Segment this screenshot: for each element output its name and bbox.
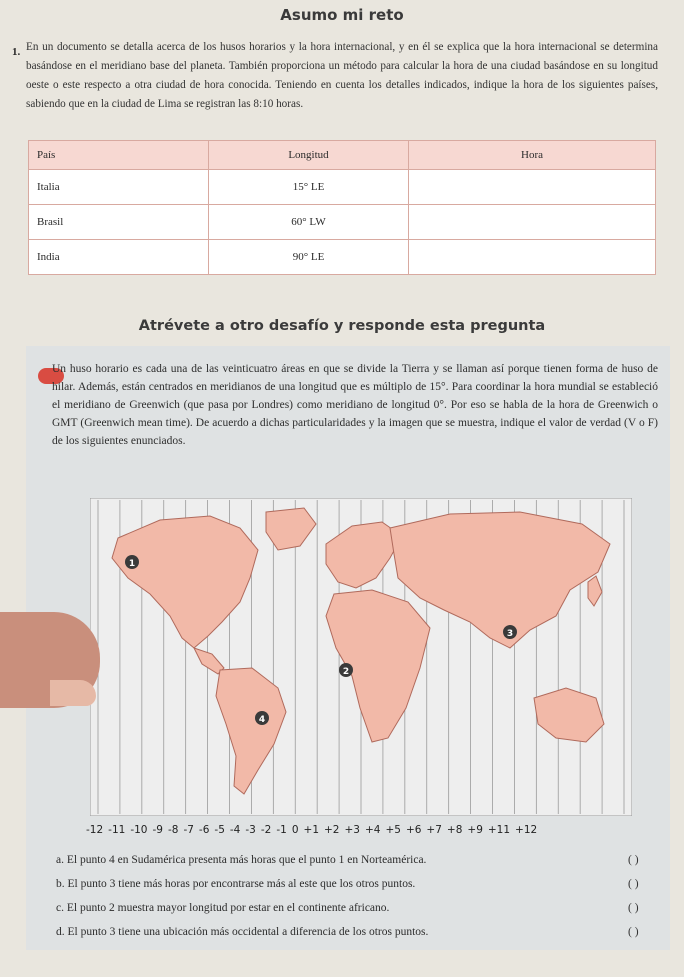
timezone-label: +3 bbox=[344, 824, 360, 836]
statement-label: c. bbox=[56, 902, 64, 914]
table-header-row bbox=[29, 141, 656, 170]
table-cell-longitude: 90° LE bbox=[209, 240, 409, 275]
world-map-svg bbox=[90, 498, 632, 816]
timezone-label: +4 bbox=[364, 824, 381, 836]
table-cell-country: India bbox=[29, 240, 209, 275]
timezone-label: -9 bbox=[152, 824, 163, 836]
table-cell-country: Brasil bbox=[29, 205, 209, 240]
marker-2 bbox=[339, 663, 353, 677]
statement-text: El punto 3 tiene más horas por encontrarse más al este que los otros puntos. bbox=[67, 878, 416, 890]
statement-d bbox=[56, 926, 616, 938]
challenge-title: Atrévete a otro desafío y responde esta pregunta bbox=[138, 318, 546, 334]
statement-label: b. bbox=[56, 878, 65, 890]
table-cell-country: Italia bbox=[29, 170, 209, 205]
answer-box-b[interactable]: ( ) bbox=[628, 878, 639, 890]
exercise-text: En un documento se detalla acerca de los husos horarios y la hora internacional, y en él se explica que la hora internacional se determina basándose en el meridiano base del planeta. También proporciona un método para calcular la hora de una ciudad basándose en su longitud oeste o este respecto a otra ciudad de hora conocida. Teniendo en cuenta los detalles indicados, indique la hora de los siguientes países, sabiendo que en la ciudad de Lima se registran las 8:10 horas. bbox=[26, 41, 658, 110]
timezone-axis-labels bbox=[86, 824, 646, 836]
timezone-label: 0 bbox=[291, 824, 299, 836]
challenge-panel bbox=[26, 346, 670, 950]
statement-text: El punto 4 en Sudamérica presenta más horas que el punto 1 en Norteamérica. bbox=[66, 854, 427, 866]
answer-box-c[interactable]: ( ) bbox=[628, 902, 639, 914]
table-row bbox=[29, 170, 656, 205]
timezone-label: -2 bbox=[260, 824, 272, 836]
timezone-map bbox=[90, 498, 632, 816]
statement-text: El punto 3 tiene una ubicación más occidental a diferencia de los otros puntos. bbox=[67, 926, 429, 938]
table-row bbox=[29, 205, 656, 240]
statement-label: a. bbox=[56, 854, 64, 866]
timezone-label: -1 bbox=[276, 824, 287, 836]
fingernail-image bbox=[50, 680, 96, 706]
timezone-label: +6 bbox=[405, 824, 422, 836]
svg-text:4: 4 bbox=[258, 715, 266, 725]
timezone-label: -8 bbox=[167, 824, 179, 836]
statement-b bbox=[56, 878, 616, 890]
table-header-time: Hora bbox=[409, 141, 656, 170]
marker-1 bbox=[125, 555, 139, 569]
table-cell-longitude: 60° LW bbox=[209, 205, 409, 240]
table-cell-time[interactable] bbox=[409, 205, 656, 240]
statement-c bbox=[56, 902, 616, 914]
timezone-label: -5 bbox=[214, 824, 225, 836]
table-header-longitude: Longitud bbox=[209, 141, 409, 170]
timezone-label: +5 bbox=[385, 824, 401, 836]
timezone-label: +7 bbox=[426, 824, 442, 836]
table-header-country: País bbox=[29, 141, 209, 170]
challenge-text: Un huso horario es cada una de las veinticuatro áreas en que se divide la Tierra y se llaman así porque tienen forma de huso de hilar. Además, están centrados en meridianos de una longitud que es múltiplo de 15°. Para coordinar la hora mundial se estableció el meridiano de Greenwich (que pasa por Londres) como meridiano de longitud 0°. Por eso se habla de la hora de Greenwich o GMT (Greenwich mean time). De acuerdo a dichas particularidades y la imagen que se muestra, indique el valor de verdad (V o F) de los siguientes enunciados. bbox=[52, 363, 658, 447]
answer-box-a[interactable]: ( ) bbox=[628, 854, 639, 866]
timezone-label: +1 bbox=[303, 824, 319, 836]
timezone-label: -11 bbox=[108, 824, 126, 836]
statement-text: El punto 2 muestra mayor longitud por estar en el continente africano. bbox=[66, 902, 390, 914]
timezone-label: -10 bbox=[130, 824, 148, 836]
timezone-label: +8 bbox=[446, 824, 463, 836]
timezone-label: -3 bbox=[245, 824, 256, 836]
timezone-label: +12 bbox=[515, 824, 538, 836]
page-title: Asumo mi reto bbox=[280, 6, 404, 24]
statement-a bbox=[56, 854, 616, 866]
answer-box-d[interactable]: ( ) bbox=[628, 926, 639, 938]
marker-4 bbox=[255, 711, 269, 725]
timezone-label: -6 bbox=[198, 824, 210, 836]
timezone-label: +11 bbox=[487, 824, 511, 836]
timezone-label: -7 bbox=[183, 824, 194, 836]
svg-text:2: 2 bbox=[342, 667, 350, 677]
timezone-label: -4 bbox=[229, 824, 241, 836]
timezone-label: +9 bbox=[467, 824, 483, 836]
table-cell-longitude: 15° LE bbox=[209, 170, 409, 205]
table-row bbox=[29, 240, 656, 275]
marker-3 bbox=[503, 625, 517, 639]
table-cell-time[interactable] bbox=[409, 240, 656, 275]
table-cell-time[interactable] bbox=[409, 170, 656, 205]
timezone-label: +2 bbox=[324, 824, 340, 836]
statement-label: d. bbox=[56, 926, 65, 938]
svg-text:1: 1 bbox=[128, 559, 136, 569]
svg-text:3: 3 bbox=[506, 629, 514, 639]
timezone-table bbox=[28, 140, 656, 275]
timezone-label: -12 bbox=[86, 824, 104, 836]
exercise-number: 1. bbox=[12, 46, 21, 58]
